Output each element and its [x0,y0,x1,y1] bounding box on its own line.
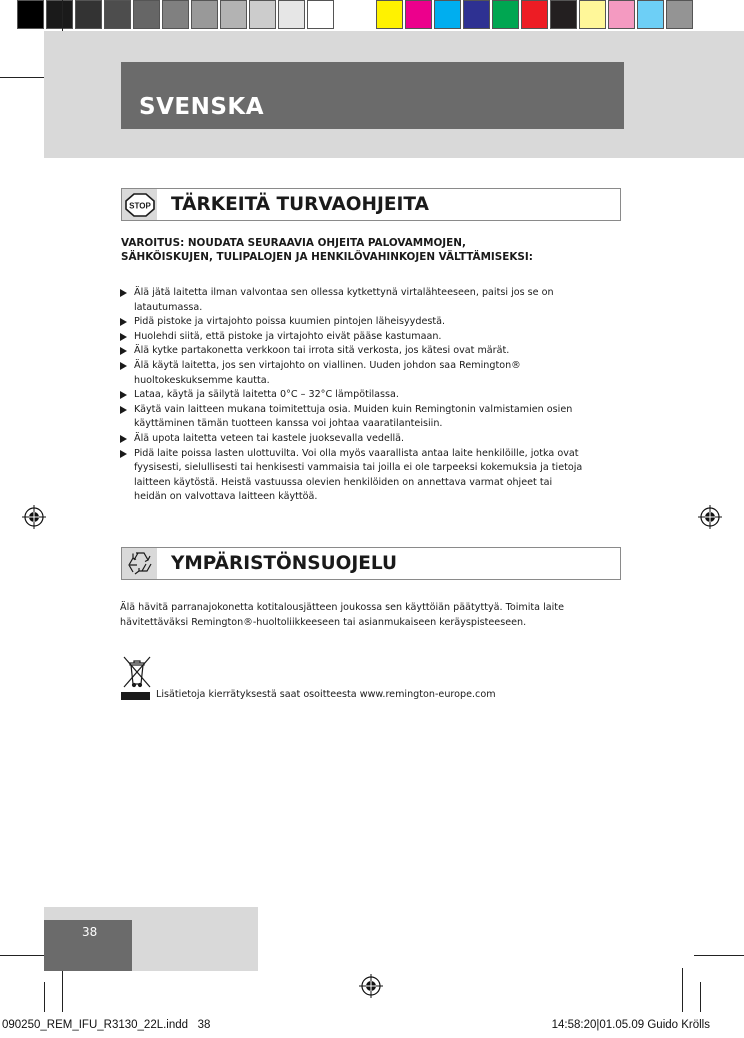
registration-mark-icon [22,505,46,529]
crossed-bin-icon [121,655,153,689]
recycle-icon [122,548,157,579]
process-color-bar [376,0,695,31]
environment-paragraph: Älä hävitä parranajokonetta kotitalousjätteen joukossa sen käyttöiän päätyttyä. Toimita laite hävitettäväksi Remington®-huoltoliikkeeseen tai asianmukaiseen keräyspisteeseen. [120,602,564,628]
list-item: Älä kytke partakonetta verkkoon tai irrota sitä verkosta, jos kätesi ovat märät. [120,344,620,359]
environment-title: YMPÄRISTÖNSUOJELU [171,553,398,574]
color-swatch [405,0,432,29]
crop-mark [694,955,744,956]
grayscale-color-bar [17,0,336,31]
bullet-arrow-icon [120,406,127,414]
stop-icon [122,189,157,220]
color-swatch [104,0,131,29]
list-item: Käytä vain laitteen mukana toimitettuja osia. Muiden kuin Remingtonin valmistamien osien käyttäminen tämän tuotteen kanssa voi johtaa vaaratilanteisiin. [120,403,620,432]
color-swatch [434,0,461,29]
crop-mark [0,77,50,78]
warning-heading [121,236,621,264]
color-swatch [666,0,693,29]
color-swatch [579,0,606,29]
page-number-box [44,920,132,971]
list-item: Älä upota laitetta veteen tai kastele juoksevalla vedellä. [120,432,620,447]
color-swatch [463,0,490,29]
bullet-arrow-icon [120,450,127,458]
color-swatch [46,0,73,29]
crop-mark [0,955,50,956]
bullet-arrow-icon [120,318,127,326]
bullet-arrow-icon [120,347,127,355]
warning-line: SÄHKÖISKUJEN, TULIPALOJEN JA HENKILÖVAHINKOJEN VÄLTTÄMISEKSI: [121,251,533,263]
list-item: Pidä pistoke ja virtajohto poissa kuumien pintojen läheisyydestä. [120,315,620,330]
list-item: Pidä laite poissa lasten ulottuvilta. Voi olla myös vaarallista antaa laite henkilöille, jotka ovat fyysisesti, sielullisesti tai henkisesti vammaisia tai joilla ei ole tarpeeksi kokemuksia ja tietoja laitteen käytöstä. Heistä vastuussa olevien henkilöiden on annettava varmat ohjeet tai heidän on valvottava laitteen käyttöä. [120,447,620,505]
registration-mark-icon [359,974,383,998]
color-swatch [521,0,548,29]
color-swatch [162,0,189,29]
registration-mark-icon [698,505,722,529]
list-item: Älä jätä laitetta ilman valvontaa sen ollessa kytkettynä virtalähteeseen, paitsi jos se on latautumassa. [120,286,620,315]
bullet-arrow-icon [120,333,127,341]
color-swatch [492,0,519,29]
list-item: Huolehdi siitä, että pistoke ja virtajohto eivät pääse kastumaan. [120,330,620,345]
bullet-arrow-icon [120,362,127,370]
list-item: Älä käytä laitetta, jos sen virtajohto on viallinen. Uuden johdon saa Remington® huoltokeskuksemme kautta. [120,359,620,388]
color-swatch [376,0,403,29]
safety-section-header [121,188,621,221]
crop-mark [62,968,63,1012]
bullet-arrow-icon [120,435,127,443]
color-swatch [307,0,334,29]
color-swatch [278,0,305,29]
environment-section-header [121,547,621,580]
color-swatch [191,0,218,29]
color-swatch [608,0,635,29]
crop-mark [700,982,701,1012]
bin-underline-bar [121,692,150,700]
warning-line: VAROITUS: NOUDATA SEURAAVIA OHJEITA PALOVAMMOJEN, [121,237,466,249]
safety-title: TÄRKEITÄ TURVAOHJEITA [171,194,429,215]
color-swatch [550,0,577,29]
color-swatch [75,0,102,29]
crop-mark [682,968,683,1012]
bullet-arrow-icon [120,289,127,297]
recycling-info: Lisätietoja kierrätyksestä saat osoitteesta www.remington-europe.com [156,689,496,700]
svg-text:STOP: STOP [128,201,151,210]
language-title-box [121,62,624,129]
color-swatch [249,0,276,29]
language-title: SVENSKA [139,94,265,120]
color-swatch [133,0,160,29]
color-swatch [220,0,247,29]
bullet-arrow-icon [120,391,127,399]
page-number: 38 [82,925,98,939]
list-item: Lataa, käytä ja säilytä laitetta 0°C – 32°C lämpötilassa. [120,388,620,403]
safety-instructions-list [120,286,620,505]
color-swatch [17,0,44,29]
crop-mark [44,982,45,1012]
color-swatch [637,0,664,29]
slug-timestamp: 14:58:20|01.05.09 Guido Krölls [551,1019,710,1031]
slug-file-info: 090250_REM_IFU_R3130_22L.indd 38 [2,1019,211,1031]
